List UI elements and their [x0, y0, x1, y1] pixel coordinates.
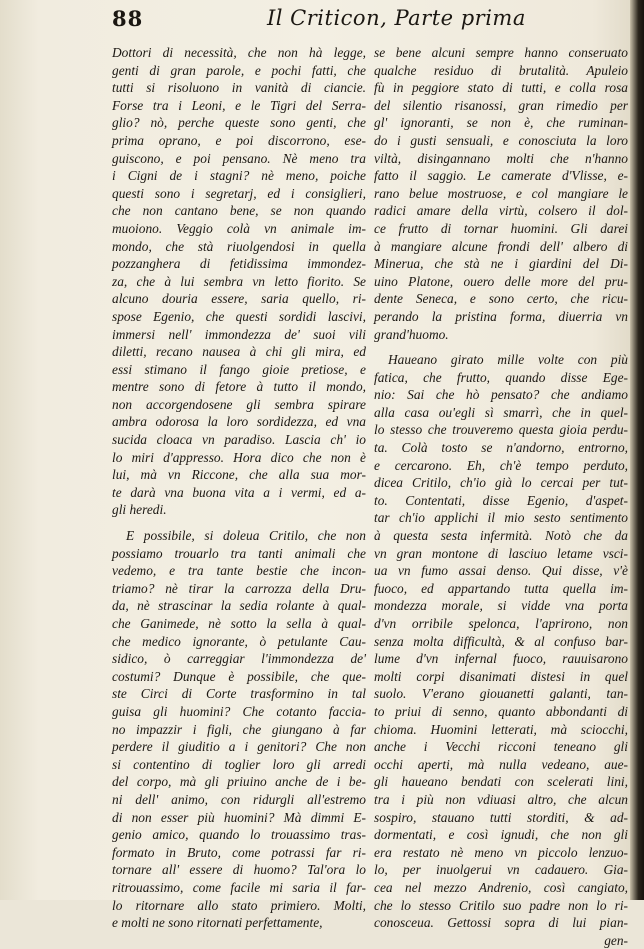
text-line: conosceua. Gettossi sopra di lui pian- — [374, 915, 628, 931]
text-line: diletti, recano nausea à chi gli mira, ed — [112, 344, 366, 360]
text-line: sospiro, stauano tutti storditi, & ad- — [374, 809, 628, 825]
text-line: che non cantano bene, se non quando — [112, 203, 366, 219]
text-line: mentre sono di fetore à tutto il mondo, — [112, 379, 366, 395]
paragraph-gap — [112, 519, 366, 527]
right-text-column — [374, 44, 628, 949]
text-line: lo miri d'appresso. Hora dico che non è — [112, 449, 366, 465]
text-line: lui, mà vn Riccone, che alla sua mor- — [112, 467, 366, 483]
text-line: che Ganimede, nè sotto la sella à qual- — [112, 616, 366, 631]
text-line: tar ch'io applichi il mio sesto sentimento — [374, 510, 628, 526]
paragraph — [374, 44, 628, 343]
text-line: za, che à lui sembra vn letto fiorito. Se — [112, 273, 366, 289]
text-line: perando la pristina forma, diuerria vn — [374, 308, 628, 324]
text-line: anche i Vecchi ricconi teneano gli — [374, 739, 628, 755]
text-line: dormentati, e così ignudi, che non gli — [374, 827, 628, 843]
text-line: immersi nell' immondezza de' suoi vili — [112, 326, 366, 342]
text-line: molti corpi disanimati distesi in quel — [374, 668, 628, 684]
text-line: che lo stesso Critilo suo padre non lo ri- — [374, 897, 628, 913]
left-text-column — [112, 44, 366, 932]
text-line: Minerua, che stà ne i giardini del Di- — [374, 256, 628, 272]
text-line: che medico ignorante, ò petulante Cau- — [112, 633, 366, 649]
text-line: no impazzir i figli, che giungano à far — [112, 721, 366, 737]
text-line: gl' ignoranti, se non è, che ruminan- — [374, 115, 628, 131]
text-line: lume d'vn infernal fuoco, rauuisarono — [374, 651, 628, 667]
text-line: radici amare della virtù, colsero il dol- — [374, 203, 628, 219]
text-line: fatto il saggio. Le camerate d'Vlisse, e- — [374, 168, 628, 184]
text-line: gli haueano bendati con scelerati lini, — [374, 774, 628, 790]
text-line: ni dell' animo, con ridurgli all'estremo — [112, 791, 366, 807]
text-line: perdere il giuditio a i genitori? Che non — [112, 739, 366, 755]
text-line: gli heredi. — [112, 502, 167, 518]
text-line: nio: Sai che hò pensato? che andiamo — [374, 387, 628, 403]
text-line: costumi? Dunque è possibile, che que- — [112, 668, 366, 684]
text-line: à mangiare alcune frondi dell' albero di — [374, 238, 628, 254]
text-line: ua vn fumo assai denso. Qui disse, v'è — [374, 563, 628, 579]
text-line: Dottori di necessità, che non hà legge, — [112, 45, 366, 60]
text-line: se bene alcuni sempre hanno conseruato — [374, 45, 628, 60]
text-line: muoiono. Veggio colà vn animale im- — [112, 220, 366, 236]
text-line: vn gran montone di lasciuo letame vsci- — [374, 545, 628, 561]
text-line: senza molta difficultà, & al confuso bar- — [374, 633, 628, 649]
text-line: guisa gli huomini? Che cotanto faccia- — [112, 703, 366, 719]
text-line: chioma. Huomini letterati, mà sciocchi, — [374, 721, 628, 737]
text-line: occhi aperti, mà nulla vedeano, aue- — [374, 756, 628, 772]
text-line: lo, per inuolgerui vn cadauero. Gia- — [374, 862, 628, 878]
paragraph-gap — [374, 343, 628, 351]
text-line: do i gusti sensuali, e conosciuta la loro — [374, 132, 628, 148]
text-line: possiamo trouarlo tra tanti animali che — [112, 545, 366, 561]
text-line: i Cigni de i stagni? nè meno, poiche — [112, 168, 366, 184]
text-line: te darà vna buona vita a i vermi, ed a- — [112, 484, 366, 500]
text-line: Haueano girato mille volte con più — [388, 352, 628, 368]
running-title: Il Criticon, Parte prima — [267, 6, 526, 30]
book-gutter-shadow — [630, 0, 644, 900]
text-line: prima oprano, e poi discorrono, ese- — [112, 132, 366, 148]
text-line: pozzanghera di fetidissima immondez- — [112, 256, 366, 272]
text-line: genti di gran parole, e pochi fatti, che — [112, 62, 366, 78]
text-line: gen- — [604, 932, 628, 948]
text-line: triamo? nè tirar la carrozza della Dru- — [112, 580, 366, 596]
text-line: d'vn orribile spelonca, l'aprirono, non — [374, 616, 628, 631]
text-line: tra i più non vdiuasi altro, che alcun — [374, 791, 628, 807]
text-line: vedemo, e tra tante bestie che incon- — [112, 563, 366, 579]
text-line: da, nè strascinar la sedia rolante à qual- — [112, 598, 366, 614]
text-line: alla casa ou'egli sì smarrì, che in quel- — [374, 404, 628, 420]
text-line: alcuno douria essere, saria quello, ri- — [112, 291, 366, 307]
text-line: sidico, ò carreggiar l'immondezza de' — [112, 651, 366, 667]
text-line: e molti ne sono ritornati perfettamente, — [112, 915, 323, 931]
text-line: di non esser più huomini? Mà dimmi E- — [112, 809, 366, 825]
text-line: mondezza morale, si vidde vna porta — [374, 598, 628, 614]
text-line: fatica, che frutto, quando disse Ege- — [374, 369, 628, 385]
paragraph — [112, 44, 366, 519]
text-line: fuoco, ed appartando tutta quella im- — [374, 580, 628, 596]
text-line: sucida cloaca vn paradiso. Lascia ch' io — [112, 432, 366, 448]
text-line: ritrouassimo, come facile mi saria il far- — [112, 879, 366, 895]
text-line: qualche residuo di brutalità. Apuleio — [374, 62, 628, 78]
text-line: to priui di senno, quanto abbondanti di — [374, 703, 628, 719]
text-line: era restato nè meno vn piccolo lenzuo- — [374, 844, 628, 860]
text-line: lo stesso che trouveremo questa gioia perdu- — [374, 422, 628, 438]
text-line: e cercarono. Eh, ch'è tempo perduto, — [374, 457, 628, 473]
text-line: formato in Bruto, come potrassi far ri- — [112, 844, 366, 860]
text-line: genio amico, quando lo trouassimo tras- — [112, 827, 366, 843]
text-line: E possibile, si doleua Critilo, che non — [126, 528, 366, 544]
text-line: cea nel mezzo Andrenio, così cangiato, — [374, 879, 628, 895]
text-line: del silentio risanossi, gran rimedio per — [374, 97, 628, 113]
text-line: glio? nò, perche queste sono genti, che — [112, 115, 366, 131]
text-line: ce frutto di tornar huomini. Gli darei — [374, 220, 628, 236]
text-line: rano belue mostruose, e col mangiare le — [374, 185, 628, 201]
text-line: fù in peggiore stato di tutti, e colla rosa — [374, 80, 628, 96]
text-line: Forse tra i Leoni, e le Tigri del Serra- — [112, 97, 366, 113]
text-line: non accorgendosene gli sembra spirare — [112, 396, 366, 412]
paragraph — [112, 527, 366, 932]
text-line: dicea Critilo, ch'io già lo cercai per tut- — [374, 475, 628, 491]
page-number: 88 — [112, 6, 144, 31]
text-line: ta. Colà tosto se n'andorno, entrorno, — [374, 440, 628, 456]
text-line: to. Contentati, disse Egenio, d'aspet- — [374, 492, 628, 508]
text-line: si contentino di toglier loro gli arredi — [112, 756, 366, 772]
paragraph — [374, 351, 628, 949]
text-line: uino Platone, ouero delle more del pru- — [374, 273, 628, 289]
text-line: grand'huomo. — [374, 326, 449, 342]
text-line: tutti si risoluono in vanità di ciancie. — [112, 80, 366, 96]
text-line: à questa sesta infermità. Notò che da — [374, 528, 628, 544]
text-line: questi sono i segretarj, ed i consiglieri, — [112, 185, 366, 201]
text-line: essi stimano il fango gioie pretiose, e — [112, 361, 366, 377]
text-line: ste Circi di Corte trasformino in tal — [112, 686, 366, 702]
text-line: lo ritornare allo stato primiero. Molti, — [112, 897, 366, 913]
text-line: guiscono, e poi pensano. Nè meno tra — [112, 150, 366, 166]
text-line: ambra odorosa la loro sordidezza, ed vna — [112, 414, 366, 430]
text-line: spose Egenio, che questi sordidi lascivi, — [112, 308, 366, 324]
page-header — [112, 4, 622, 38]
text-line: viltà, disingannano molti che n'hanno — [374, 150, 628, 166]
text-line: del corpo, mà gli priuino anche de i be- — [112, 774, 366, 790]
text-line: mondo, che stà riuolgendosi in quella — [112, 238, 366, 254]
text-line: suolo. V'erano giouanetti galanti, tan- — [374, 686, 628, 702]
text-line: dente Seneca, e sono certo, che ricu- — [374, 291, 628, 307]
text-line: tornare all' essere di huomo? Tal'ora lo — [112, 862, 366, 878]
